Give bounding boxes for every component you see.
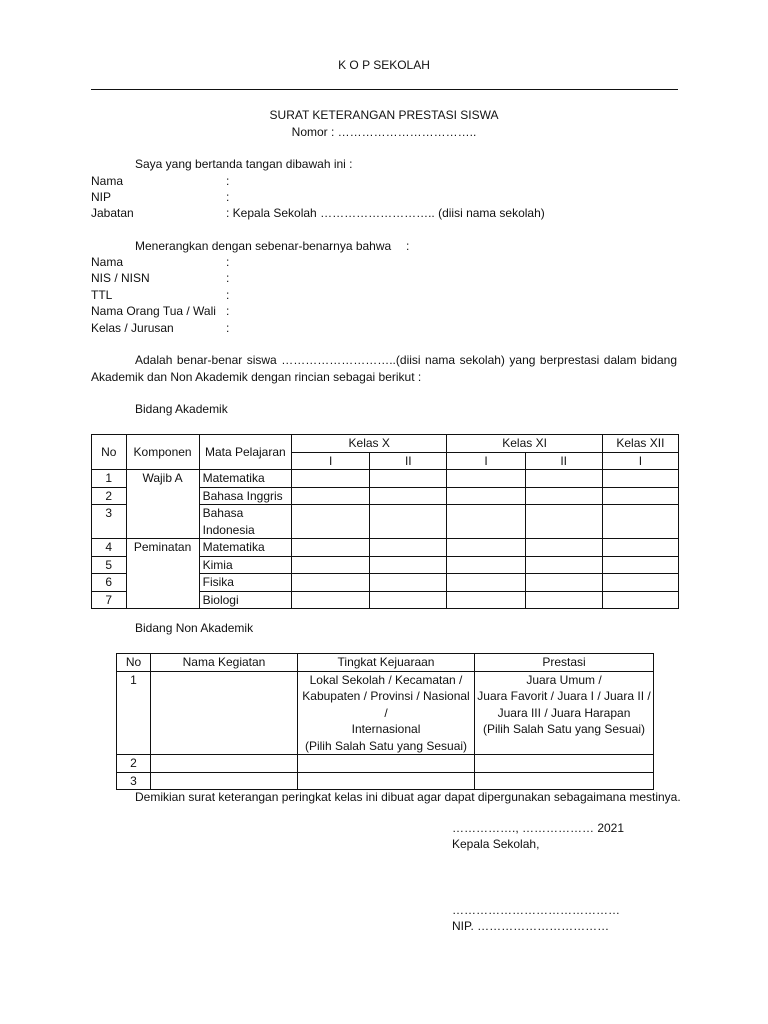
grade-cell[interactable] bbox=[602, 556, 678, 574]
subject-cell: Bahasa Inggris bbox=[199, 487, 291, 505]
signature-role: Kepala Sekolah, bbox=[452, 837, 540, 851]
row-number: 1 bbox=[92, 470, 127, 488]
letter-title: SURAT KETERANGAN PRESTASI SISWA bbox=[269, 108, 499, 122]
grade-cell[interactable] bbox=[292, 539, 370, 557]
grade-cell[interactable] bbox=[602, 591, 678, 609]
grade-cell[interactable] bbox=[292, 591, 370, 609]
subject-cell bbox=[199, 505, 291, 539]
field-value: : bbox=[226, 304, 230, 318]
table-row bbox=[117, 755, 654, 773]
non-academic-table bbox=[116, 653, 654, 790]
signature-name-line: …………………………………… bbox=[452, 903, 620, 917]
field-label: TTL bbox=[91, 288, 113, 302]
subject-cell: Kimia bbox=[199, 556, 291, 574]
student-intro: Menerangkan dengan sebenar-benarnya bahwa bbox=[135, 239, 392, 253]
header-class-xii: Kelas XII bbox=[602, 435, 678, 453]
letter-number: Nomor : …………………………….. bbox=[291, 125, 477, 139]
grade-cell[interactable] bbox=[602, 487, 678, 505]
activity-cell[interactable] bbox=[151, 755, 298, 773]
letterhead-divider bbox=[91, 89, 678, 90]
grade-cell[interactable] bbox=[370, 574, 447, 592]
grade-cell[interactable] bbox=[370, 505, 447, 539]
header-semester-2: II bbox=[370, 452, 447, 470]
field-value: : Kepala Sekolah ……………………….. (diisi nama sekolah) bbox=[226, 206, 545, 220]
achievement-line: Juara III / Juara Harapan bbox=[497, 705, 631, 720]
achievement-cell[interactable] bbox=[475, 772, 654, 790]
grade-cell[interactable] bbox=[447, 591, 525, 609]
achievement-line: Juara Favorit / Juara I / Juara II / bbox=[477, 689, 651, 703]
grade-cell[interactable] bbox=[602, 539, 678, 557]
grade-cell[interactable] bbox=[447, 487, 525, 505]
header-component: Komponen bbox=[126, 435, 199, 470]
grade-cell[interactable] bbox=[525, 470, 602, 488]
grade-cell[interactable] bbox=[525, 574, 602, 592]
field-label: Nama bbox=[91, 174, 124, 188]
grade-cell[interactable] bbox=[602, 505, 678, 539]
field-label: Jabatan bbox=[91, 206, 134, 220]
achievement-cell[interactable] bbox=[475, 755, 654, 773]
grade-cell[interactable] bbox=[525, 556, 602, 574]
letterhead bbox=[0, 57, 768, 74]
non-academic-header-row bbox=[117, 654, 654, 672]
header-semester-2: II bbox=[525, 452, 602, 470]
grade-cell[interactable] bbox=[447, 539, 525, 557]
grade-cell[interactable] bbox=[447, 505, 525, 539]
signer-intro: Saya yang bertanda tangan dibawah ini : bbox=[135, 157, 353, 171]
level-line: Lokal Sekolah / Kecamatan / bbox=[309, 672, 463, 687]
subject-cell: Fisika bbox=[199, 574, 291, 592]
row-number: 4 bbox=[92, 539, 127, 557]
non-academic-heading: Bidang Non Akademik bbox=[135, 621, 254, 635]
academic-header-row bbox=[92, 435, 679, 453]
academic-table bbox=[91, 434, 679, 609]
grade-cell[interactable] bbox=[292, 574, 370, 592]
grade-cell[interactable] bbox=[292, 505, 370, 539]
grade-cell[interactable] bbox=[370, 591, 447, 609]
grade-cell[interactable] bbox=[370, 470, 447, 488]
header-level: Tingkat Kejuaraan bbox=[298, 654, 475, 672]
field-value: : bbox=[226, 288, 230, 302]
level-line: Internasional bbox=[351, 722, 421, 736]
header-semester-1: I bbox=[292, 452, 370, 470]
table-row bbox=[117, 671, 654, 755]
header-class-xi: Kelas XI bbox=[447, 435, 602, 453]
grade-cell[interactable] bbox=[370, 539, 447, 557]
row-number: 2 bbox=[92, 487, 127, 505]
grade-cell[interactable] bbox=[525, 591, 602, 609]
field-label: Kelas / Jurusan bbox=[91, 321, 174, 335]
table-row bbox=[92, 470, 679, 488]
activity-cell[interactable] bbox=[151, 772, 298, 790]
subject-cell: Matematika bbox=[199, 470, 291, 488]
field-value: : bbox=[226, 271, 230, 285]
row-number: 3 bbox=[117, 772, 151, 790]
closing-statement: Demikian surat keterangan peringkat kelas ini dibuat agar dapat dipergunakan sebagaimana mestinya. bbox=[135, 790, 681, 804]
level-cell[interactable] bbox=[298, 755, 475, 773]
component-cell: Wajib A bbox=[126, 470, 199, 539]
achievement-cell bbox=[475, 671, 654, 755]
field-label: NIS / NISN bbox=[91, 271, 150, 285]
grade-cell[interactable] bbox=[602, 574, 678, 592]
header-subject: Mata Pelajaran bbox=[199, 435, 291, 470]
header-achievement: Prestasi bbox=[475, 654, 654, 672]
row-number: 1 bbox=[117, 671, 151, 755]
level-line: Kabupaten / Provinsi / Nasional / bbox=[302, 689, 470, 720]
signature-nip-line: NIP. …………………………… bbox=[452, 919, 610, 933]
row-number: 7 bbox=[92, 591, 127, 609]
header-activity: Nama Kegiatan bbox=[151, 654, 298, 672]
level-cell[interactable] bbox=[298, 772, 475, 790]
header-semester-1: I bbox=[602, 452, 678, 470]
grade-cell[interactable] bbox=[292, 487, 370, 505]
activity-cell[interactable] bbox=[151, 671, 298, 755]
field-value: : bbox=[226, 190, 230, 204]
field-label: Nama Orang Tua / Wali bbox=[91, 304, 216, 318]
row-number: 6 bbox=[92, 574, 127, 592]
grade-cell[interactable] bbox=[525, 539, 602, 557]
grade-cell[interactable] bbox=[525, 487, 602, 505]
table-row bbox=[117, 772, 654, 790]
field-value: : bbox=[226, 255, 230, 269]
field-value: : bbox=[226, 321, 230, 335]
grade-cell[interactable] bbox=[447, 574, 525, 592]
subject-line: Bahasa bbox=[202, 506, 244, 520]
grade-cell[interactable] bbox=[370, 487, 447, 505]
header-semester-1: I bbox=[447, 452, 525, 470]
row-number: 3 bbox=[92, 505, 127, 539]
achievement-line: (Pilih Salah Satu yang Sesuai) bbox=[482, 722, 646, 736]
level-cell bbox=[298, 671, 475, 755]
grade-cell[interactable] bbox=[602, 470, 678, 488]
level-line: (Pilih Salah Satu yang Sesuai) bbox=[304, 738, 468, 753]
academic-heading: Bidang Akademik bbox=[135, 402, 228, 416]
grade-cell[interactable] bbox=[370, 556, 447, 574]
letterhead-text: K O P SEKOLAH bbox=[338, 58, 430, 72]
header-no: No bbox=[117, 654, 151, 672]
header-class-x: Kelas X bbox=[292, 435, 447, 453]
subject-line: Indonesia bbox=[202, 522, 255, 537]
grade-cell[interactable] bbox=[525, 505, 602, 539]
field-label: NIP bbox=[91, 190, 112, 204]
field-label: Nama bbox=[91, 255, 124, 269]
field-value: : bbox=[226, 174, 230, 188]
grade-cell[interactable] bbox=[292, 556, 370, 574]
student-intro-colon: : bbox=[406, 239, 410, 253]
subject-cell: Matematika bbox=[199, 539, 291, 557]
grade-cell[interactable] bbox=[292, 470, 370, 488]
component-cell: Peminatan bbox=[126, 539, 199, 609]
grade-cell[interactable] bbox=[447, 470, 525, 488]
row-number: 5 bbox=[92, 556, 127, 574]
signature-place-date: ……………., ……………… 2021 bbox=[452, 821, 625, 835]
grade-cell[interactable] bbox=[447, 556, 525, 574]
row-number: 2 bbox=[117, 755, 151, 773]
table-row bbox=[92, 539, 679, 557]
achievement-line: Juara Umum / bbox=[526, 672, 602, 687]
statement-paragraph-line2: Akademik dan Non Akademik dengan rincian sebagai berikut : bbox=[91, 370, 422, 384]
statement-paragraph-line1: Adalah benar-benar siswa ………………………..(diisi nama sekolah) yang berprestasi dalam bidang bbox=[135, 353, 677, 367]
header-no: No bbox=[92, 435, 127, 470]
subject-cell: Biologi bbox=[199, 591, 291, 609]
